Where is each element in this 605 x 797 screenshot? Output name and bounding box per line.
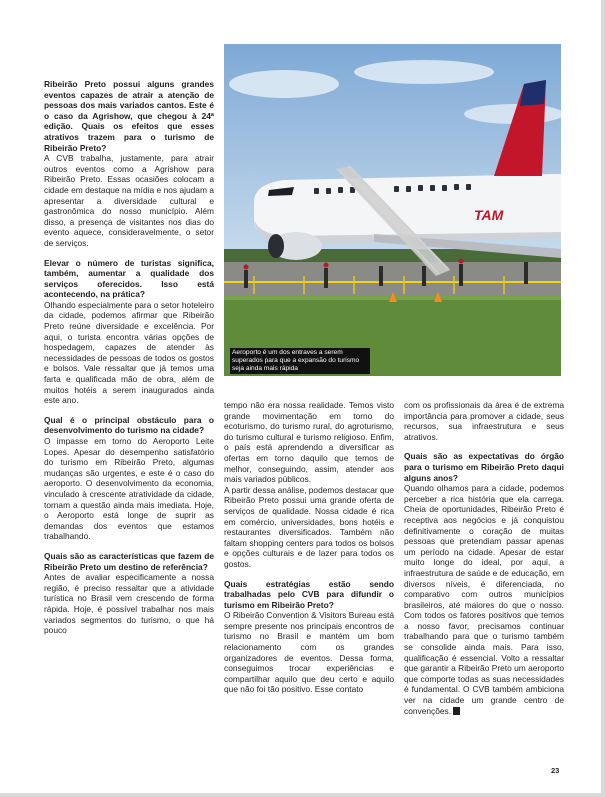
answer-paragraph: O impasse em torno do Aeroporto Leite Lopes. Apesar do desempenho satisfatório do turismo em Ribeirão Preto, algumas mudanças são urgentes, e este é o caso do aeroporto. O desenvolvimento da economia, vinculado à crescente atratividade da cidade, tornam a questão ainda mais imediata. Hoje, o Aeroporto está longe de suprir as demandas dos eventos que estamos trabalhando.: [44, 436, 214, 542]
article-column-3: [404, 400, 564, 716]
interview-question: Qual é o principal obstáculo para o desenvolvimento do turismo na cidade?: [44, 414, 214, 436]
answer-paragraph: Olhando especialmente para o setor hoteleiro da cidade, podemos afirmar que Ribeirão Preto reúne diversidade e excelência. Por aqui, o turista encontra várias opções de hospedagem, capazes de atender às necessidades de pessoas de todos os gostos e bolsos. Vale ressaltar que já temos uma farta e qualificada mão de obra, além de muitos hotéis a serem inaugurados ainda este ano.: [44, 299, 214, 406]
answer-paragraph: O Ribeirão Convention & Visitors Bureau está sempre presente nos principais encontros de turismo no Brasil e mantém um bom relacionamento com os grandes organizadores de eventos. Dessa forma, conseguimos trocar experiências e compartilhar aquilo que deu certo e aquilo que não foi tão positivo. Esse contato: [224, 610, 394, 695]
article-column-1: [44, 79, 214, 636]
answer-paragraph: [404, 483, 564, 716]
interview-question: Quais são as características que fazem de Ribeirão Preto um destino de referência?: [44, 550, 214, 572]
interview-question: Elevar o número de turistas significa, também, aumentar a qualidade dos serviços oferecidos. Isso está acontecendo, na prática?: [44, 257, 214, 300]
airport-photo: [224, 44, 561, 376]
answer-paragraph: A partir dessa análise, podemos destacar que Ribeirão Preto possui uma grande oferta de serviços de qualidade. Nossa cidade é rica em comércio, universidades, bons hotéis e restaurantes diversificados. Também não faltam shopping centers para todos os bolsos e opções culturais e de lazer para todos os gostos.: [224, 484, 394, 569]
answer-text: Quando olhamos para a cidade, podemos perceber a rica história que ela carrega. Cheia de oportunidades, Ribeirão Preto é receptiva aos negócios e já conquistou definitivamente o coração de muitas pessoas que pretendiam passar apenas um período na cidade. Apesar de estar muito longe do ideal, por aqui, a infraestrutura de saúde e de educação, em diversos níveis, é diferenciada, no comparativo com outros municípios brasileiros, até maiores do que o nosso. Com todos os fatores positivos que temos a nosso favor, precisamos continuar trabalhando para que o turismo também se consolide ainda mais. Para isso, qualificação é essencial. Volto a ressaltar que garantir a Ribeirão Preto um aeroporto que comporte todas as suas necessidades é fundamental. O CVB também ambiciona ver na cidade um grande centro de convenções.: [404, 483, 564, 716]
answer-paragraph: tempo não era nossa realidade. Temos visto grande movimentação em torno do ecoturismo, do turismo rural, do agroturismo, do turismo cultural e turismo religioso. Enfim, o país está aprendendo a diversificar as ofertas em torno daquilo que temos de melhor, conseguindo, assim, atender aos mais variados públicos.: [224, 400, 394, 485]
interview-question: Quais estratégias estão sendo trabalhadas pelo CVB para difundir o turismo em Ribeirão Preto?: [224, 578, 394, 610]
interview-question: Quais são as expectativas do órgão para o turismo em Ribeirão Preto daqui alguns anos?: [404, 451, 564, 483]
airline-logo: TAM: [474, 207, 504, 223]
answer-paragraph: Antes de avaliar especificamente a nossa região, é preciso ressaltar que a atividade turística no Brasil vem crescendo de forma rápida. Hoje, é possível trabalhar nos mais variados segmentos do turismo, o que há pouco: [44, 572, 214, 636]
article-column-2: [224, 400, 394, 695]
end-of-article-icon: [453, 707, 460, 715]
answer-paragraph: A CVB trabalha, justamente, para atrair outros eventos como a Agrishow para Ribeirão Preto. Essas ocasiões colocam a cidade em destaque na mídia e nos ajudam a apresentar a diversidade cultural e gastronômica do nosso município. Além disso, a presença de visitantes nos dias do evento aquece, consideravelmente, o setor de serviços.: [44, 153, 214, 248]
answer-paragraph: com os profissionais da área é de extrema importância para promover a cidade, seus recursos, sua infraestrutura e seus atrativos.: [404, 400, 564, 442]
photo-caption: Aeroporto é um dos entraves a serem superados para que a expansão do turismo seja ainda mais rápida: [230, 348, 370, 374]
page-number: 23: [551, 766, 560, 775]
intro-question: Ribeirão Preto possui alguns grandes eventos capazes de atrair a atenção de pessoas dos mais variados cantos. Este é o caso da Agrishow, que chegou à 24ª edição. Quais os efeitos que esses atrativos trazem para o turismo de Ribeirão Preto?: [44, 79, 214, 153]
airplane-illustration: [224, 44, 561, 376]
